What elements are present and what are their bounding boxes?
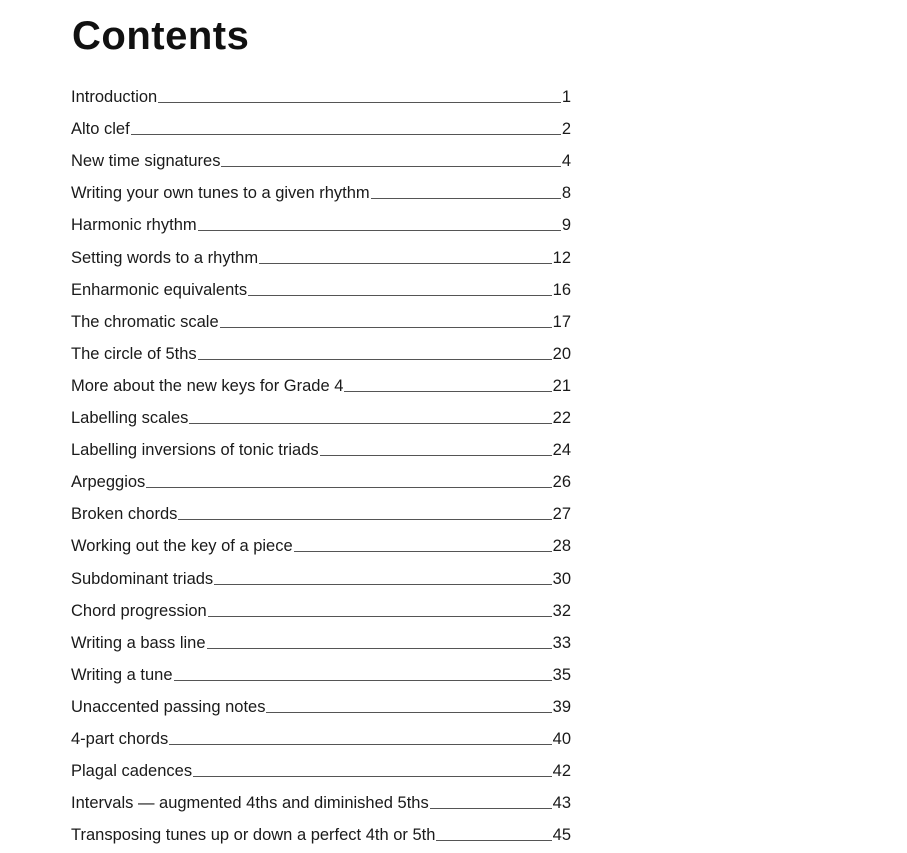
toc-leader-line	[189, 423, 551, 424]
toc-leader-line	[193, 776, 552, 777]
toc-entry[interactable]	[71, 370, 571, 402]
toc-entry-title: Writing a bass line	[71, 633, 206, 652]
toc-entry[interactable]	[71, 177, 571, 209]
toc-entry[interactable]	[71, 787, 571, 819]
toc-entry-title: Labelling scales	[71, 409, 189, 428]
toc-entry-page: 4	[561, 152, 571, 171]
toc-entry-title: Writing a tune	[71, 665, 173, 684]
toc-leader-line	[208, 616, 552, 617]
toc-entry-page: 35	[552, 665, 571, 684]
toc-leader-line	[344, 391, 551, 392]
toc-entry-page: 16	[552, 280, 571, 299]
toc-entry-page: 26	[552, 473, 571, 492]
toc-leader-line	[430, 808, 552, 809]
toc-entry-page: 28	[552, 537, 571, 556]
toc-entry-title: Unaccented passing notes	[71, 697, 266, 716]
toc-entry-page: 1	[561, 88, 571, 107]
toc-entry-page: 40	[552, 729, 571, 748]
toc-entry[interactable]	[71, 241, 571, 273]
toc-leader-line	[371, 198, 561, 199]
toc-entry-title: Intervals — augmented 4ths and diminished 5ths	[71, 794, 429, 813]
toc-entry[interactable]	[71, 434, 571, 466]
toc-entry[interactable]	[71, 209, 571, 241]
toc-leader-line	[198, 230, 561, 231]
toc-leader-line	[221, 166, 560, 167]
toc-entry[interactable]	[71, 755, 571, 787]
toc-leader-line	[266, 712, 551, 713]
toc-entry[interactable]	[71, 81, 571, 113]
toc-entry-page: 2	[561, 120, 571, 139]
toc-entry[interactable]	[71, 145, 571, 177]
toc-entry-title: The chromatic scale	[71, 312, 219, 331]
toc-entry[interactable]	[71, 595, 571, 627]
toc-entry[interactable]	[71, 498, 571, 530]
toc-entry[interactable]	[71, 274, 571, 306]
toc-leader-line	[146, 487, 551, 488]
toc-entry-page: 30	[552, 569, 571, 588]
toc-entry[interactable]	[71, 819, 571, 851]
toc-leader-line	[248, 295, 552, 296]
toc-leader-line	[207, 648, 552, 649]
toc-leader-line	[214, 584, 551, 585]
toc-leader-line	[131, 134, 561, 135]
toc-entry-title: 4-part chords	[71, 729, 169, 748]
toc-leader-line	[320, 455, 552, 456]
toc-entry[interactable]	[71, 466, 571, 498]
toc-entry[interactable]	[71, 306, 571, 338]
toc-entry-title: Subdominant triads	[71, 569, 214, 588]
toc-leader-line	[198, 359, 552, 360]
toc-entry-page: 22	[552, 409, 571, 428]
toc-entry-title: Writing your own tunes to a given rhythm	[71, 184, 370, 203]
toc-entry-page: 17	[552, 312, 571, 331]
toc-entry[interactable]	[71, 691, 571, 723]
toc-entry[interactable]	[71, 723, 571, 755]
toc-entry-title: Setting words to a rhythm	[71, 248, 259, 267]
toc-leader-line	[259, 263, 552, 264]
toc-entry-title: More about the new keys for Grade 4	[71, 376, 344, 395]
toc-entry-title: Broken chords	[71, 505, 178, 524]
toc-entry-page: 12	[552, 248, 571, 267]
toc-leader-line	[178, 519, 551, 520]
toc-entry-page: 8	[561, 184, 571, 203]
toc-entry[interactable]	[71, 530, 571, 562]
toc-entry-page: 33	[552, 633, 571, 652]
toc-entry-page: 24	[552, 441, 571, 460]
toc-entry-title: Chord progression	[71, 601, 207, 620]
toc-entry-title: Transposing tunes up or down a perfect 4th or 5th	[71, 826, 436, 845]
toc-entry-title: Working out the key of a piece	[71, 537, 293, 556]
toc-leader-line	[169, 744, 551, 745]
toc-entry-page: 43	[552, 794, 571, 813]
toc-entry-title: Plagal cadences	[71, 762, 193, 781]
toc-entry-page: 45	[552, 826, 571, 845]
toc-entry[interactable]	[71, 562, 571, 594]
toc-entry-page: 42	[552, 762, 571, 781]
toc-entry[interactable]	[71, 659, 571, 691]
toc-entry[interactable]	[71, 627, 571, 659]
toc-entry-page: 20	[552, 344, 571, 363]
toc-entry-page: 27	[552, 505, 571, 524]
toc-entry-title: Harmonic rhythm	[71, 216, 197, 235]
table-of-contents	[71, 81, 571, 851]
toc-leader-line	[158, 102, 561, 103]
toc-entry-page: 21	[552, 376, 571, 395]
toc-entry-title: Arpeggios	[71, 473, 146, 492]
toc-entry-page: 9	[561, 216, 571, 235]
toc-entry-title: The circle of 5ths	[71, 344, 197, 363]
toc-leader-line	[220, 327, 552, 328]
toc-entry[interactable]	[71, 113, 571, 145]
toc-leader-line	[174, 680, 552, 681]
toc-entry-title: Introduction	[71, 88, 158, 107]
toc-entry-title: New time signatures	[71, 152, 221, 171]
toc-entry[interactable]	[71, 402, 571, 434]
page-title: Contents	[72, 14, 250, 58]
toc-entry-title: Alto clef	[71, 120, 130, 139]
toc-leader-line	[294, 551, 552, 552]
toc-entry-title: Labelling inversions of tonic triads	[71, 441, 319, 460]
toc-leader-line	[436, 840, 551, 841]
toc-entry-title: Enharmonic equivalents	[71, 280, 248, 299]
toc-entry-page: 32	[552, 601, 571, 620]
toc-entry[interactable]	[71, 338, 571, 370]
toc-entry-page: 39	[552, 697, 571, 716]
